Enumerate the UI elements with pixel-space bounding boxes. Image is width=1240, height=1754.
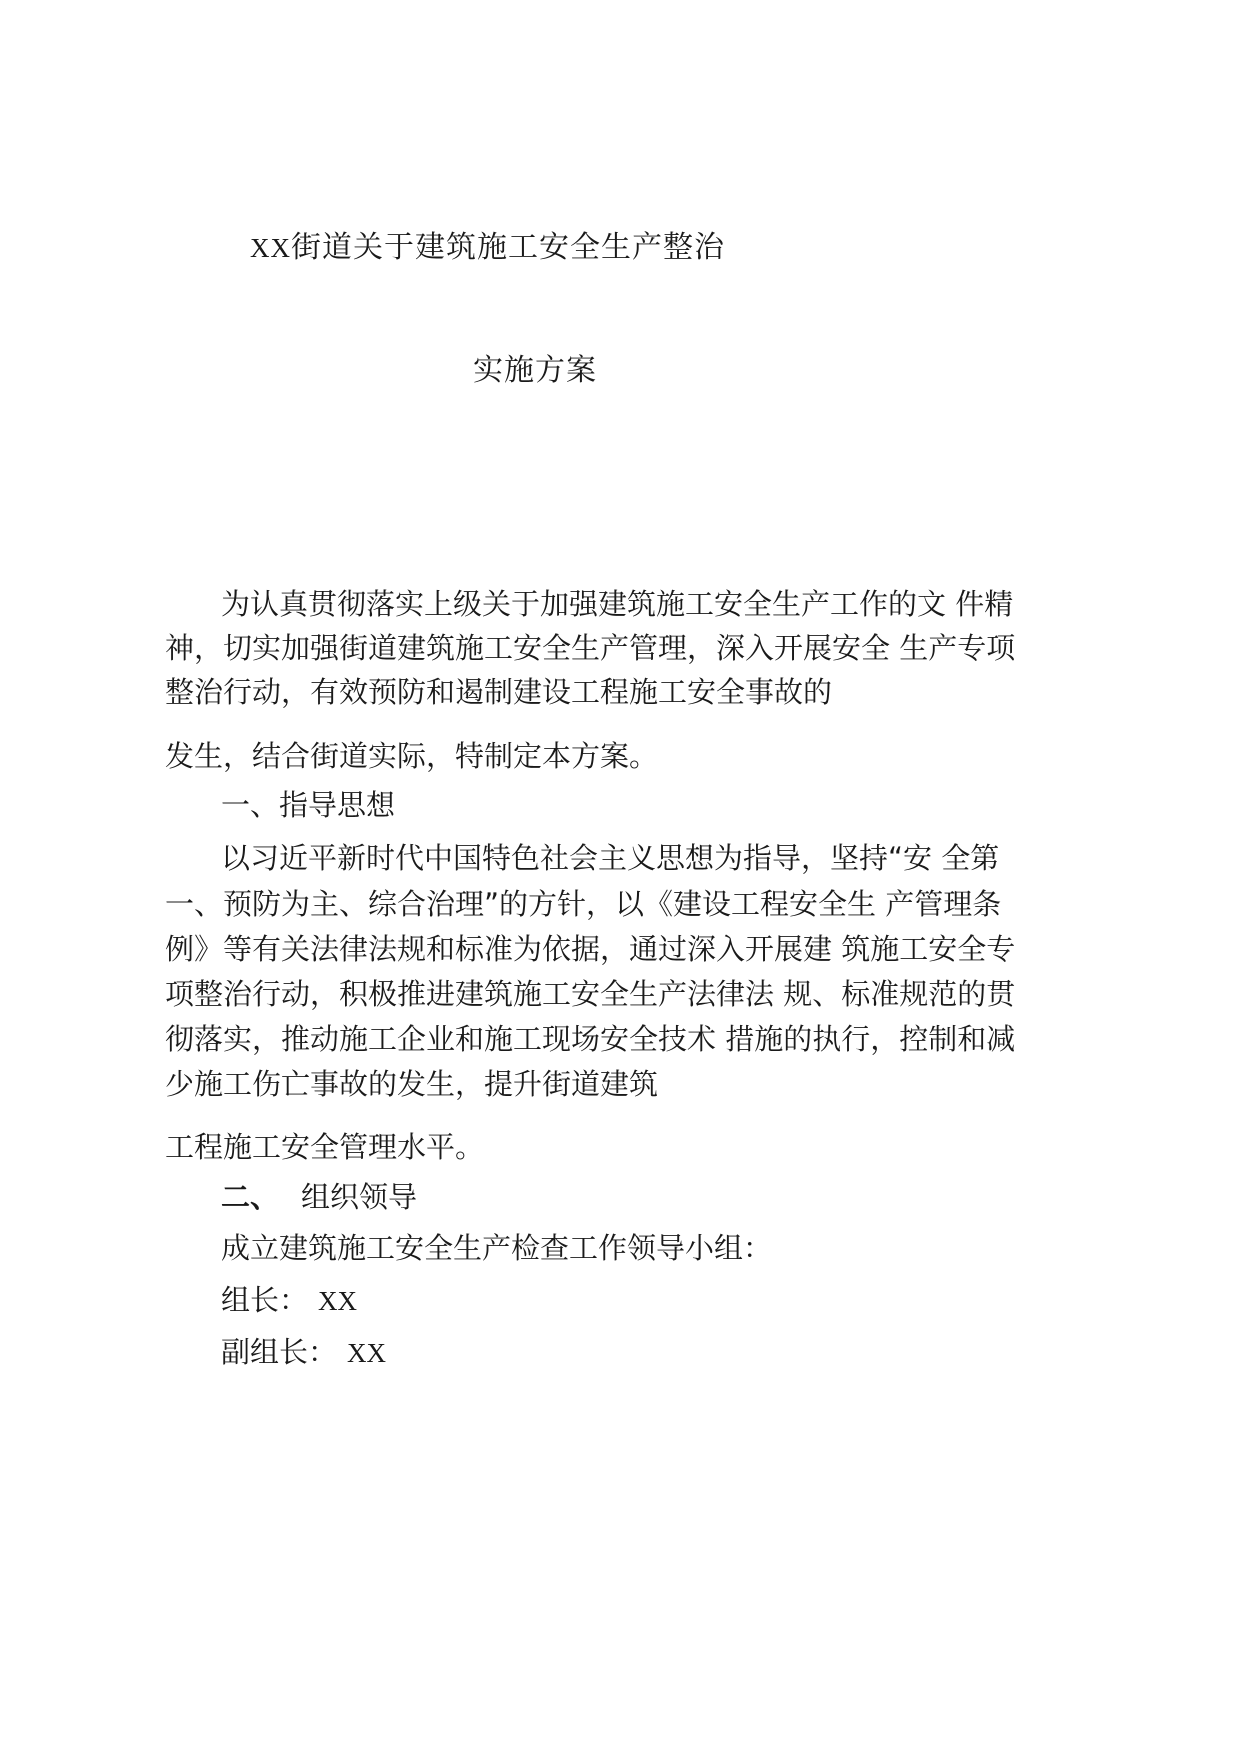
section2-heading-number: 二、 (221, 1180, 280, 1214)
document-title-line2: 实施方案 (473, 353, 597, 388)
section1-heading: 一、指导思想 (221, 788, 396, 822)
section1-line-7: 工程施工安全管理水平。 (165, 1130, 485, 1164)
deputy-leader-row (221, 1334, 386, 1371)
intro-line-1: 为认真贯彻落实上级关于加强建筑施工安全生产工作的文 件精 (221, 587, 1014, 621)
intro-line-3: 整治行动，有效预防和遏制建设工程施工安全事故的 (165, 675, 833, 709)
deputy-label: 副组长： (221, 1335, 338, 1369)
title-text: 街道关于建筑施工安全生产整治 (291, 230, 725, 265)
leader-row (221, 1282, 357, 1319)
intro-line-4: 发生，结合街道实际，特制定本方案。 (165, 739, 659, 773)
deputy-value: XX (347, 1338, 387, 1368)
section1-line-3: 例》等有关法律法规和标准为依据，通过深入开展建 筑施工安全专 (165, 932, 1016, 966)
section1-line-2: 一、预防为主、综合治理”的方针，以《建设工程安全生 产管理条 (165, 887, 1002, 921)
section1-line-1: 以习近平新时代中国特色社会主义思想为指导，坚持“安 全第 (221, 841, 1000, 875)
section1-line-5: 彻落实，推动施工企业和施工现场安全技术 措施的执行，控制和减 (165, 1022, 1016, 1056)
section1-line-4: 项整治行动，积极推进建筑施工安全生产法律法 规、标准规范的贯 (165, 977, 1016, 1011)
leader-value: XX (318, 1286, 358, 1316)
title-prefix: XX (250, 233, 291, 263)
section2-heading-text: 组织领导 (301, 1180, 418, 1214)
section2-line-1: 成立建筑施工安全生产检查工作领导小组： (221, 1231, 773, 1265)
document-title-line1 (250, 230, 725, 266)
section1-line-6: 少施工伤亡事故的发生，提升街道建筑 (165, 1067, 659, 1101)
section2-heading (221, 1179, 417, 1215)
intro-line-2: 神，切实加强街道建筑施工安全生产管理，深入开展安全 生产专项 (165, 631, 1016, 665)
leader-label: 组长： (221, 1283, 309, 1317)
